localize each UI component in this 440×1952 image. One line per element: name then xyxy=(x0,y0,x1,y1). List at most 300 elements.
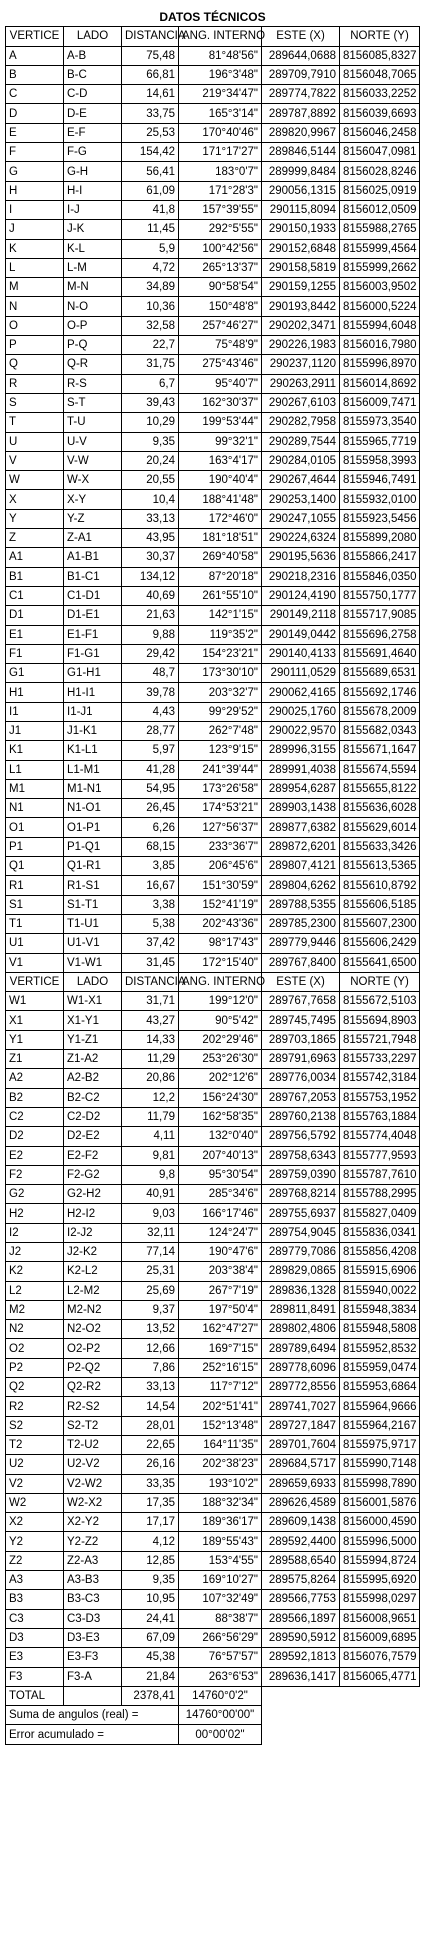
cell-distancia: 37,42 xyxy=(122,934,179,953)
cell-lado: C1-D1 xyxy=(64,586,122,605)
cell-norte: 8155994,6048 xyxy=(340,316,420,335)
cell-angulo: 219°34'47" xyxy=(179,85,262,104)
cell-norte: 8155953,6864 xyxy=(340,1378,420,1397)
cell-angulo: 202°38'23" xyxy=(179,1455,262,1474)
cell-vertice: A2 xyxy=(6,1069,64,1088)
cell-norte: 8155946,7491 xyxy=(340,471,420,490)
table-row xyxy=(6,104,420,123)
cell-lado: B3-C3 xyxy=(64,1590,122,1609)
cell-norte: 8155742,3184 xyxy=(340,1069,420,1088)
table-row xyxy=(6,818,420,837)
cell-distancia: 77,14 xyxy=(122,1243,179,1262)
cell-angulo: 265°13'37" xyxy=(179,258,262,277)
cell-angulo: 173°26'58" xyxy=(179,779,262,798)
cell-este: 289811,8491 xyxy=(262,1300,340,1319)
table-row xyxy=(6,1435,420,1454)
table-row xyxy=(6,1243,420,1262)
cell-vertice: B1 xyxy=(6,567,64,586)
cell-angulo: 189°55'43" xyxy=(179,1532,262,1551)
cell-lado: G1-H1 xyxy=(64,664,122,683)
cell-norte: 8155696,2758 xyxy=(340,625,420,644)
cell-vertice: T2 xyxy=(6,1435,64,1454)
cell-vertice: E3 xyxy=(6,1648,64,1667)
cell-vertice: Q xyxy=(6,355,64,374)
cell-norte: 8155774,4048 xyxy=(340,1127,420,1146)
cell-norte: 8155940,0022 xyxy=(340,1281,420,1300)
cell-lado: F-G xyxy=(64,143,122,162)
table-row xyxy=(6,471,420,490)
cell-este: 289779,7086 xyxy=(262,1243,340,1262)
cell-norte: 8156076,7579 xyxy=(340,1648,420,1667)
cell-vertice: F3 xyxy=(6,1667,64,1686)
cell-norte: 8155866,2417 xyxy=(340,548,420,567)
cell-lado: L-M xyxy=(64,258,122,277)
cell-angulo: 107°32'49" xyxy=(179,1590,262,1609)
cell-lado: E3-F3 xyxy=(64,1648,122,1667)
cell-angulo: 292°5'55" xyxy=(179,220,262,239)
header-vertice: VERTICE xyxy=(6,972,64,991)
cell-norte: 8155999,4564 xyxy=(340,239,420,258)
cell-este: 289626,4589 xyxy=(262,1493,340,1512)
cell-lado: H-I xyxy=(64,181,122,200)
cell-angulo: 266°56'29" xyxy=(179,1628,262,1647)
cell-angulo: 267°7'19" xyxy=(179,1281,262,1300)
cell-angulo: 199°53'44" xyxy=(179,413,262,432)
cell-vertice: E2 xyxy=(6,1146,64,1165)
cell-vertice: G xyxy=(6,162,64,181)
cell-vertice: U1 xyxy=(6,934,64,953)
cell-distancia: 20,55 xyxy=(122,471,179,490)
table-row xyxy=(6,606,420,625)
cell-este: 289804,6262 xyxy=(262,876,340,895)
cell-angulo: 199°12'0" xyxy=(179,992,262,1011)
cell-angulo: 189°36'17" xyxy=(179,1513,262,1532)
cell-norte: 8155827,0409 xyxy=(340,1204,420,1223)
cell-distancia: 3,85 xyxy=(122,857,179,876)
cell-vertice: V xyxy=(6,451,64,470)
cell-distancia: 12,66 xyxy=(122,1339,179,1358)
cell-norte: 8155689,6531 xyxy=(340,664,420,683)
table-row xyxy=(6,721,420,740)
sum-angles-row xyxy=(6,1706,420,1725)
cell-distancia: 17,35 xyxy=(122,1493,179,1512)
cell-norte: 8155996,5000 xyxy=(340,1532,420,1551)
cell-angulo: 152°13'48" xyxy=(179,1416,262,1435)
cell-angulo: 163°4'17" xyxy=(179,451,262,470)
cell-lado: M2-N2 xyxy=(64,1300,122,1319)
cell-vertice: H xyxy=(6,181,64,200)
cell-angulo: 188°41'48" xyxy=(179,490,262,509)
cell-este: 290158,5819 xyxy=(262,258,340,277)
cell-norte: 8155996,8970 xyxy=(340,355,420,374)
cell-distancia: 22,65 xyxy=(122,1435,179,1454)
table-row xyxy=(6,1648,420,1667)
cell-angulo: 203°32'7" xyxy=(179,683,262,702)
cell-norte: 8155787,7610 xyxy=(340,1165,420,1184)
cell-vertice: M xyxy=(6,278,64,297)
cell-angulo: 90°58'54" xyxy=(179,278,262,297)
cell-angulo: 207°40'13" xyxy=(179,1146,262,1165)
cell-vertice: D2 xyxy=(6,1127,64,1146)
cell-vertice: A1 xyxy=(6,548,64,567)
cell-norte: 8155964,2167 xyxy=(340,1416,420,1435)
cell-angulo: 123°9'15" xyxy=(179,741,262,760)
cell-este: 289701,7604 xyxy=(262,1435,340,1454)
table-row xyxy=(6,1455,420,1474)
table-row xyxy=(6,529,420,548)
table-title: DATOS TÉCNICOS xyxy=(6,8,420,27)
cell-angulo: 263°6'53" xyxy=(179,1667,262,1686)
cell-este: 290022,9570 xyxy=(262,721,340,740)
cell-norte: 8155899,2080 xyxy=(340,529,420,548)
table-body-part1 xyxy=(6,46,420,972)
cell-angulo: 169°10'27" xyxy=(179,1571,262,1590)
cell-angulo: 152°41'19" xyxy=(179,895,262,914)
header-row-repeat xyxy=(6,972,420,991)
table-row xyxy=(6,1223,420,1242)
table-row xyxy=(6,876,420,895)
cell-este: 290289,7544 xyxy=(262,432,340,451)
cell-este: 290149,2118 xyxy=(262,606,340,625)
cell-angulo: 241°39'44" xyxy=(179,760,262,779)
cell-vertice: X2 xyxy=(6,1513,64,1532)
cell-norte: 8156065,4771 xyxy=(340,1667,420,1686)
cell-lado: I1-J1 xyxy=(64,702,122,721)
cell-lado: Z1-A2 xyxy=(64,1050,122,1069)
cell-angulo: 193°10'2" xyxy=(179,1474,262,1493)
cell-distancia: 30,37 xyxy=(122,548,179,567)
table-row xyxy=(6,1590,420,1609)
cell-angulo: 162°58'35" xyxy=(179,1107,262,1126)
cell-lado: Y1-Z1 xyxy=(64,1030,122,1049)
cell-norte: 8155952,8532 xyxy=(340,1339,420,1358)
cell-distancia: 9,35 xyxy=(122,1571,179,1590)
cell-distancia: 4,12 xyxy=(122,1532,179,1551)
cell-este: 289609,1438 xyxy=(262,1513,340,1532)
table-row xyxy=(6,1571,420,1590)
cell-este: 290124,4190 xyxy=(262,586,340,605)
cell-norte: 8156003,9502 xyxy=(340,278,420,297)
table-row xyxy=(6,46,420,65)
cell-lado: W-X xyxy=(64,471,122,490)
table-row xyxy=(6,702,420,721)
table-row xyxy=(6,1609,420,1628)
header-norte: NORTE (Y) xyxy=(340,27,420,46)
cell-este: 289991,4038 xyxy=(262,760,340,779)
cell-lado: N2-O2 xyxy=(64,1320,122,1339)
cell-lado: Q-R xyxy=(64,355,122,374)
cell-lado: B2-C2 xyxy=(64,1088,122,1107)
cell-norte: 8156046,2458 xyxy=(340,123,420,142)
cell-distancia: 5,9 xyxy=(122,239,179,258)
cell-vertice: V2 xyxy=(6,1474,64,1493)
cell-angulo: 170°40'46" xyxy=(179,123,262,142)
cell-vertice: K2 xyxy=(6,1262,64,1281)
table-row xyxy=(6,200,420,219)
cell-angulo: 202°43'36" xyxy=(179,914,262,933)
cell-este: 290284,0105 xyxy=(262,451,340,470)
cell-lado: W1-X1 xyxy=(64,992,122,1011)
cell-norte: 8155932,0100 xyxy=(340,490,420,509)
cell-este: 290282,7958 xyxy=(262,413,340,432)
table-row xyxy=(6,1146,420,1165)
cell-norte: 8155633,3426 xyxy=(340,837,420,856)
technical-data-sheet xyxy=(5,8,419,1745)
cell-vertice: Z xyxy=(6,529,64,548)
cell-distancia: 12,2 xyxy=(122,1088,179,1107)
cell-vertice: X1 xyxy=(6,1011,64,1030)
cell-vertice: G1 xyxy=(6,664,64,683)
cell-este: 290115,8094 xyxy=(262,200,340,219)
cell-norte: 8155988,2765 xyxy=(340,220,420,239)
cell-vertice: G2 xyxy=(6,1185,64,1204)
table-row xyxy=(6,85,420,104)
cell-distancia: 25,53 xyxy=(122,123,179,142)
cell-vertice: S2 xyxy=(6,1416,64,1435)
cell-norte: 8155606,5185 xyxy=(340,895,420,914)
cell-norte: 8155973,3540 xyxy=(340,413,420,432)
cell-norte: 8156009,7471 xyxy=(340,393,420,412)
cell-vertice: I1 xyxy=(6,702,64,721)
cell-norte: 8156085,8327 xyxy=(340,46,420,65)
table-row xyxy=(6,741,420,760)
sum-angles-label: Suma de angulos (real) = xyxy=(6,1706,179,1725)
cell-lado: J-K xyxy=(64,220,122,239)
cell-lado: C3-D3 xyxy=(64,1609,122,1628)
cell-lado: U2-V2 xyxy=(64,1455,122,1474)
cell-este: 289767,8400 xyxy=(262,953,340,972)
cell-lado: F3-A xyxy=(64,1667,122,1686)
cell-distancia: 9,81 xyxy=(122,1146,179,1165)
cell-distancia: 10,4 xyxy=(122,490,179,509)
table-row xyxy=(6,567,420,586)
cell-distancia: 40,69 xyxy=(122,586,179,605)
table-row xyxy=(6,374,420,393)
cell-lado: Y-Z xyxy=(64,509,122,528)
cell-lado: T-U xyxy=(64,413,122,432)
cell-este: 289659,6933 xyxy=(262,1474,340,1493)
header-angulo: ANG. INTERNO xyxy=(179,972,262,991)
cell-vertice: C1 xyxy=(6,586,64,605)
cell-lado: I2-J2 xyxy=(64,1223,122,1242)
cell-angulo: 261°55'10" xyxy=(179,586,262,605)
cell-este: 289768,8214 xyxy=(262,1185,340,1204)
cell-angulo: 151°30'59" xyxy=(179,876,262,895)
cell-lado: R-S xyxy=(64,374,122,393)
cell-lado: Z2-A3 xyxy=(64,1551,122,1570)
cell-distancia: 5,97 xyxy=(122,741,179,760)
cell-vertice: R xyxy=(6,374,64,393)
header-distancia: DISTANCIA xyxy=(122,972,179,991)
cell-este: 290247,1055 xyxy=(262,509,340,528)
cell-distancia: 29,42 xyxy=(122,644,179,663)
cell-lado: V1-W1 xyxy=(64,953,122,972)
cell-este: 289590,5912 xyxy=(262,1628,340,1647)
cell-norte: 8155763,1884 xyxy=(340,1107,420,1126)
cell-norte: 8155672,5103 xyxy=(340,992,420,1011)
table-row xyxy=(6,123,420,142)
cell-distancia: 33,75 xyxy=(122,104,179,123)
cell-lado: G-H xyxy=(64,162,122,181)
cell-norte: 8156000,4590 xyxy=(340,1513,420,1532)
cell-distancia: 22,7 xyxy=(122,336,179,355)
cell-angulo: 196°3'48" xyxy=(179,65,262,84)
cell-angulo: 285°34'6" xyxy=(179,1185,262,1204)
cell-lado: A-B xyxy=(64,46,122,65)
table-row xyxy=(6,316,420,335)
table-row xyxy=(6,1185,420,1204)
cell-distancia: 14,61 xyxy=(122,85,179,104)
table-row xyxy=(6,1628,420,1647)
cell-vertice: T xyxy=(6,413,64,432)
sum-angles-value: 14760°00'00" xyxy=(179,1706,262,1725)
cell-distancia: 134,12 xyxy=(122,567,179,586)
cell-angulo: 190°47'6" xyxy=(179,1243,262,1262)
cell-vertice: D3 xyxy=(6,1628,64,1647)
cell-distancia: 61,09 xyxy=(122,181,179,200)
table-row xyxy=(6,1416,420,1435)
cell-norte: 8155750,1777 xyxy=(340,586,420,605)
cell-angulo: 95°40'7" xyxy=(179,374,262,393)
table-row xyxy=(6,683,420,702)
table-row xyxy=(6,644,420,663)
table-row xyxy=(6,586,420,605)
cell-lado: J2-K2 xyxy=(64,1243,122,1262)
cell-este: 289756,5792 xyxy=(262,1127,340,1146)
table-row xyxy=(6,258,420,277)
cell-vertice: Q2 xyxy=(6,1378,64,1397)
cell-norte: 8155915,6906 xyxy=(340,1262,420,1281)
cell-norte: 8155998,0297 xyxy=(340,1590,420,1609)
cell-angulo: 99°29'52" xyxy=(179,702,262,721)
table-row xyxy=(6,779,420,798)
cell-vertice: B3 xyxy=(6,1590,64,1609)
cell-vertice: P1 xyxy=(6,837,64,856)
cell-vertice: L1 xyxy=(6,760,64,779)
cell-angulo: 188°32'34" xyxy=(179,1493,262,1512)
cell-distancia: 31,75 xyxy=(122,355,179,374)
cell-distancia: 41,28 xyxy=(122,760,179,779)
cell-este: 289829,0865 xyxy=(262,1262,340,1281)
cell-lado: R1-S1 xyxy=(64,876,122,895)
cell-norte: 8155994,8724 xyxy=(340,1551,420,1570)
table-row xyxy=(6,1107,420,1126)
cell-angulo: 88°38'7" xyxy=(179,1609,262,1628)
table-row xyxy=(6,1320,420,1339)
cell-lado: B1-C1 xyxy=(64,567,122,586)
cell-lado: V2-W2 xyxy=(64,1474,122,1493)
table-row xyxy=(6,509,420,528)
table-row xyxy=(6,1339,420,1358)
cell-este: 289575,8264 xyxy=(262,1571,340,1590)
cell-norte: 8155613,5365 xyxy=(340,857,420,876)
table-row xyxy=(6,162,420,181)
table-row xyxy=(6,336,420,355)
cell-este: 289592,4400 xyxy=(262,1532,340,1551)
cell-angulo: 81°48'56" xyxy=(179,46,262,65)
cell-norte: 8156048,7065 xyxy=(340,65,420,84)
cell-norte: 8155655,8122 xyxy=(340,779,420,798)
cell-este: 289644,0688 xyxy=(262,46,340,65)
cell-vertice: H2 xyxy=(6,1204,64,1223)
table-body-part2 xyxy=(6,992,420,1687)
cell-vertice: M2 xyxy=(6,1300,64,1319)
cell-distancia: 14,54 xyxy=(122,1397,179,1416)
cell-distancia: 34,89 xyxy=(122,278,179,297)
cell-este: 289999,8484 xyxy=(262,162,340,181)
cell-angulo: 156°24'30" xyxy=(179,1088,262,1107)
cell-lado: X1-Y1 xyxy=(64,1011,122,1030)
cell-distancia: 9,8 xyxy=(122,1165,179,1184)
cell-norte: 8155610,8792 xyxy=(340,876,420,895)
cell-distancia: 31,45 xyxy=(122,953,179,972)
cell-lado: E2-F2 xyxy=(64,1146,122,1165)
cell-lado: D3-E3 xyxy=(64,1628,122,1647)
cell-lado: O1-P1 xyxy=(64,818,122,837)
cell-vertice: J xyxy=(6,220,64,239)
cell-angulo: 202°51'41" xyxy=(179,1397,262,1416)
cell-norte: 8155836,0341 xyxy=(340,1223,420,1242)
header-lado: LADO xyxy=(64,27,122,46)
header-distancia: DISTANCIA xyxy=(122,27,179,46)
cell-distancia: 43,95 xyxy=(122,529,179,548)
cell-norte: 8155674,5594 xyxy=(340,760,420,779)
cell-este: 290202,3471 xyxy=(262,316,340,335)
cell-angulo: 166°17'46" xyxy=(179,1204,262,1223)
cell-norte: 8155990,7148 xyxy=(340,1455,420,1474)
cell-norte: 8156028,8246 xyxy=(340,162,420,181)
cell-vertice: Z2 xyxy=(6,1551,64,1570)
cell-vertice: D xyxy=(6,104,64,123)
cell-este: 290263,2911 xyxy=(262,374,340,393)
table-row xyxy=(6,1551,420,1570)
cell-angulo: 142°1'15" xyxy=(179,606,262,625)
cell-vertice: F2 xyxy=(6,1165,64,1184)
table-row xyxy=(6,413,420,432)
cell-angulo: 173°30'10" xyxy=(179,664,262,683)
cell-distancia: 39,78 xyxy=(122,683,179,702)
cell-lado: S2-T2 xyxy=(64,1416,122,1435)
cell-este: 289759,0390 xyxy=(262,1165,340,1184)
cell-norte: 8156025,0919 xyxy=(340,181,420,200)
cell-vertice: O xyxy=(6,316,64,335)
cell-lado: S-T xyxy=(64,393,122,412)
table-row xyxy=(6,393,420,412)
total-row xyxy=(6,1686,420,1705)
cell-este: 289774,7822 xyxy=(262,85,340,104)
cell-distancia: 48,7 xyxy=(122,664,179,683)
table-row xyxy=(6,799,420,818)
cell-este: 289684,5717 xyxy=(262,1455,340,1474)
table-row xyxy=(6,1030,420,1049)
header-vertice: VERTICE xyxy=(6,27,64,46)
cell-este: 289802,4806 xyxy=(262,1320,340,1339)
cell-lado: U1-V1 xyxy=(64,934,122,953)
cell-vertice: N1 xyxy=(6,799,64,818)
cell-este: 289785,2300 xyxy=(262,914,340,933)
cell-norte: 8155607,2300 xyxy=(340,914,420,933)
cell-lado: O-P xyxy=(64,316,122,335)
cell-distancia: 33,13 xyxy=(122,1378,179,1397)
total-label: TOTAL xyxy=(6,1686,64,1705)
cell-distancia: 14,33 xyxy=(122,1030,179,1049)
cell-lado: M1-N1 xyxy=(64,779,122,798)
table-row xyxy=(6,1088,420,1107)
cell-norte: 8156033,2252 xyxy=(340,85,420,104)
table-row xyxy=(6,953,420,972)
cell-lado: Y2-Z2 xyxy=(64,1532,122,1551)
cell-vertice: I2 xyxy=(6,1223,64,1242)
